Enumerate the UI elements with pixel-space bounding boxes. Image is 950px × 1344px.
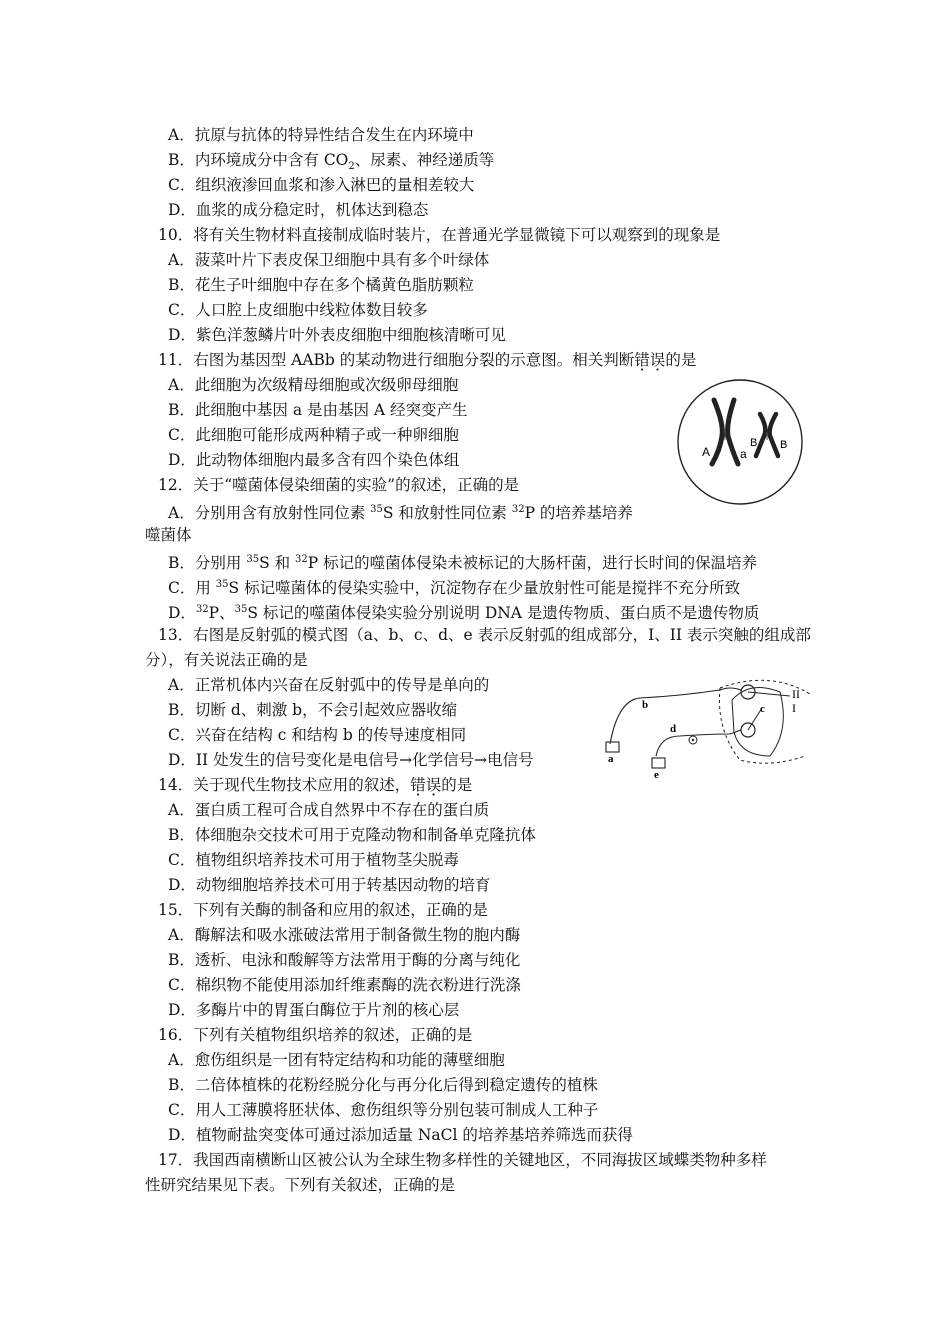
q15-option-c: C．棉织物不能使用添加纤维素酶的洗衣粉进行洗涤	[168, 976, 521, 994]
stimulus-dot	[692, 739, 694, 741]
q15-option-a: A．酶解法和吸水涨破法常用于制备微生物的胞内酶	[168, 926, 521, 944]
q13-option-b: B．切断 d、刺激 b，不会引起效应器收缩	[168, 701, 458, 719]
q11-stem-end: 的是	[665, 351, 697, 369]
q11-emphasis-1: 错	[634, 351, 650, 369]
q16-option-d: D．植物耐盐突变体可通过添加适量 NaCl 的培养基培养筛选而获得	[168, 1126, 633, 1144]
label-a: a	[608, 753, 614, 765]
q12-a-t1: A．分别用含有放射性同位素	[168, 504, 371, 523]
q11-emphasis-2: 误	[649, 351, 666, 369]
gene-label-B2: B	[780, 439, 788, 451]
q12-a-t3: P 的培养基培养	[524, 504, 633, 523]
gene-label-B1: B	[750, 437, 758, 449]
q10-option-d: D．紫色洋葱鳞片叶外表皮细胞中细胞核清晰可见	[168, 326, 506, 344]
q12-a-sup1: 35	[370, 504, 383, 515]
q14-option-a: A．蛋白质工程可合成自然界中不存在的蛋白质	[168, 801, 490, 819]
q13-option-c: C．兴奋在结构 c 和结构 b 的传导速度相同	[168, 726, 467, 744]
q9-option-d: D．血浆的成分稳定时，机体达到稳态	[168, 201, 429, 219]
q9-option-b-sub: 2	[348, 161, 355, 173]
q11-option-a: A．此细胞为次级精母细胞或次级卵母细胞	[168, 376, 459, 394]
q12-c-t1: C．用	[168, 579, 216, 598]
q16-option-b: B．二倍体植株的花粉经脱分化与再分化后得到稳定遗传的植株	[168, 1076, 598, 1094]
afferent-nerve-b	[610, 688, 741, 744]
q16-option-c: C．用人工薄膜将胚状体、愈伤组织等分别包装可制成人工种子	[168, 1101, 599, 1119]
q15-stem: 15．下列有关酶的制备和应用的叙述，正确的是	[158, 901, 488, 919]
label-c: c	[760, 703, 765, 715]
q12-stem: 12．关于“噬菌体侵染细菌的实验”的叙述，正确的是	[158, 476, 520, 494]
q11-option-b: B．此细胞中基因 a 是由基因 A 经突变产生	[168, 401, 468, 419]
q12-b-t1: B．分别用	[168, 554, 247, 573]
q10-option-c: C．人口腔上皮细胞中线粒体数目较多	[168, 301, 428, 319]
q12-a-sup2: 32	[511, 504, 525, 515]
q12-d-t1: D．	[168, 604, 196, 623]
q13-option-a: A．正常机体内兴奋在反射弧中的传导是单向的	[168, 676, 490, 694]
label-e: e	[654, 769, 659, 778]
q12-c-sup1: 35	[215, 579, 229, 590]
q12-option-a	[168, 499, 633, 524]
q13-stem-line2: 分），有关说法正确的是	[145, 651, 308, 669]
q10-option-b: B．花生子叶细胞中存在多个橘黄色脂肪颗粒	[168, 276, 474, 294]
q12-b-sup2: 32	[295, 554, 308, 565]
q17-stem-line1: 17．我国西南横断山区被公认为全球生物多样性的关键地区，不同海拔区域蝶类物种多样	[158, 1151, 767, 1169]
q13-option-d: D．II 处发生的信号变化是电信号→化学信号→电信号	[168, 751, 534, 769]
reflex-arc-figure	[600, 660, 810, 778]
q12-d-t3: S 标记的噬菌体侵染实验分别说明 DNA 是遗传物质、蛋白质不是遗传物质	[247, 604, 760, 623]
q9-option-c: C．组织液渗回血浆和渗入淋巴的量相差较大	[168, 176, 475, 194]
q11-option-d: D．此动物体细胞内最多含有四个染色体组	[168, 451, 460, 469]
q12-b-t2: S 和	[259, 554, 296, 573]
q14-option-d: D．动物细胞培养技术可用于转基因动物的培育	[168, 876, 491, 894]
q12-option-a-continued: 噬菌体	[145, 526, 192, 544]
cell-division-figure	[676, 378, 804, 506]
q14-stem-end: 的是	[441, 776, 473, 794]
q14-option-c: C．植物组织培养技术可用于植物茎尖脱毒	[168, 851, 459, 869]
q14-stem	[158, 774, 472, 796]
q14-emphasis-1: 错	[410, 776, 426, 794]
q13-stem-line1: 13．右图是反射弧的模式图（a、b、c、d、e 表示反射弧的组成部分，I、II 表示突触的组成部	[158, 626, 811, 644]
q11-option-c: C．此细胞可能形成两种精子或一种卵细胞	[168, 426, 459, 444]
label-b: b	[642, 699, 649, 711]
q12-a-t2: S 和放射性同位素	[382, 504, 512, 523]
q9-option-b-text: B．内环境成分中含有 CO	[168, 151, 349, 169]
q17-stem-line2: 性研究结果见下表。下列有关叙述，正确的是	[145, 1176, 456, 1194]
gene-label-A: A	[702, 445, 711, 459]
q9-option-a: A．抗原与抗体的特异性结合发生在内环境中	[168, 126, 474, 144]
efferent-nerve-d	[656, 730, 741, 756]
q12-b-t3: P 标记的噬菌体侵染未被标记的大肠杆菌，进行长时间的保温培养	[307, 554, 758, 573]
q16-option-a: A．愈伤组织是一团有特定结构和功能的薄壁细胞	[168, 1051, 505, 1069]
q11-stem	[158, 349, 696, 371]
label-II: II	[792, 687, 800, 701]
q12-option-c	[168, 574, 740, 599]
receptor-a	[606, 742, 619, 752]
q12-c-t2: S 标记噬菌体的侵染实验中，沉淀物存在少量放射性可能是搅拌不充分所致	[228, 579, 741, 598]
q12-d-sup1: 32	[195, 604, 209, 615]
q15-option-b: B．透析、电泳和酸解等方法常用于酶的分离与纯化	[168, 951, 521, 969]
q11-stem-text: 11．右图为基因型 AABb 的某动物进行细胞分裂的示意图。相关判断	[158, 351, 635, 369]
effector-e	[652, 758, 665, 768]
q15-option-d: D．多酶片中的胃蛋白酶位于片剂的核心层	[168, 1001, 460, 1019]
q12-d-t2: P、	[208, 604, 235, 623]
q9-option-b-text2: 、尿素、神经递质等	[354, 151, 495, 169]
q10-option-a: A．菠菜叶片下表皮保卫细胞中具有多个叶绿体	[168, 251, 490, 269]
q14-option-b: B．体细胞杂交技术可用于克隆动物和制备单克隆抗体	[168, 826, 536, 844]
q12-option-d	[168, 599, 759, 624]
gene-label-a: a	[740, 447, 747, 461]
label-d: d	[670, 723, 677, 735]
q16-stem: 16．下列有关植物组织培养的叙述，正确的是	[158, 1026, 473, 1044]
grey-matter	[732, 688, 783, 757]
q12-b-sup1: 35	[246, 554, 260, 565]
q12-d-sup2: 35	[234, 604, 248, 615]
q10-stem: 10．将有关生物材料直接制成临时装片，在普通光学显微镜下可以观察到的现象是	[158, 226, 721, 244]
label-I: I	[792, 701, 796, 715]
q14-emphasis-2: 误	[425, 776, 442, 794]
q12-option-b	[168, 549, 757, 574]
q14-stem-text: 14．关于现代生物技术应用的叙述，	[158, 776, 411, 794]
